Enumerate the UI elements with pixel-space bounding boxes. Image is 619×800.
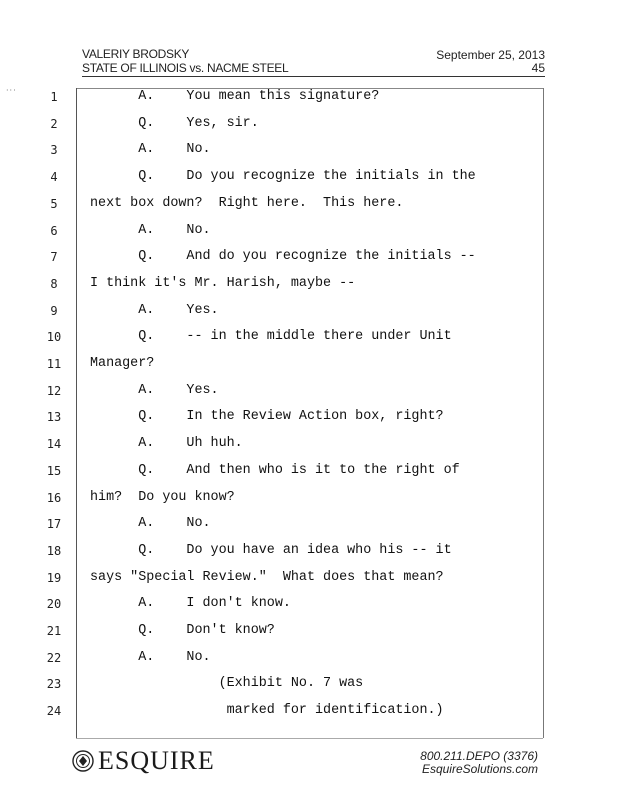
line-number: 14: [46, 437, 62, 452]
transcript-line: A. You mean this signature?: [90, 89, 380, 104]
transcript-line: A. Yes.: [90, 382, 219, 398]
transcript-line: Q. Yes, sir.: [90, 115, 259, 131]
line-number: 12: [46, 383, 62, 398]
header-divider: [82, 76, 545, 77]
case-title: STATE OF ILLINOIS vs. NACME STEEL: [82, 61, 289, 75]
line-number: 10: [46, 330, 62, 345]
line-number: 2: [50, 116, 58, 131]
line-number: 5: [50, 196, 58, 211]
transcript-line: A. I don't know.: [90, 596, 291, 612]
line-number: 13: [46, 410, 62, 425]
logo-text: ESQUIRE: [98, 746, 215, 775]
transcript-line: Q. Don't know?: [90, 623, 275, 638]
transcript-line: A. No.: [90, 649, 211, 665]
transcript-line: A. Yes.: [90, 302, 219, 318]
line-number: 6: [50, 223, 58, 238]
transcript-line: A. No.: [90, 222, 211, 238]
line-number: 3: [50, 143, 58, 158]
line-number: 15: [46, 463, 62, 478]
transcript-line: Q. And do you recognize the initials --: [90, 249, 476, 265]
esquire-logo: [72, 744, 215, 778]
header-left: [82, 47, 288, 75]
transcript-line: A. No.: [90, 142, 211, 158]
line-number: 1: [50, 90, 58, 104]
transcript-line: Q. Do you recognize the initials in the: [90, 169, 476, 185]
line-number: 17: [46, 517, 62, 532]
transcript-line: A. No.: [90, 516, 211, 532]
line-number: 16: [46, 490, 62, 505]
transcript-line: A. Uh huh.: [90, 436, 243, 452]
transcript-line: next box down? Right here. This here.: [90, 195, 404, 211]
transcript-bottom-border: [76, 738, 543, 739]
scan-mark: ···: [6, 86, 17, 95]
line-number: 20: [46, 597, 62, 612]
transcript-line: him? Do you know?: [90, 489, 235, 505]
line-number: 4: [50, 170, 58, 185]
line-number: 18: [46, 543, 62, 558]
transcript-line: Manager?: [90, 356, 155, 371]
transcript-line: I think it's Mr. Harish, maybe --: [90, 275, 356, 291]
line-number: 21: [46, 624, 62, 638]
esquire-emblem-icon: [72, 750, 94, 772]
transcript-line: says "Special Review." What does that mean?: [90, 569, 444, 585]
line-number: 19: [46, 570, 62, 585]
transcript-line: (Exhibit No. 7 was: [90, 676, 364, 692]
right-margin-rule: [543, 88, 544, 738]
transcript-line: Q. Do you have an idea who his -- it: [90, 542, 452, 558]
header-right: [436, 49, 545, 75]
witness-name: VALERIY BRODSKY: [82, 47, 190, 61]
transcript-line: Q. In the Review Action box, right?: [90, 409, 444, 425]
line-number: 9: [50, 303, 58, 318]
line-number: 11: [46, 357, 62, 371]
footer-phone: 800.211.DEPO (3376): [420, 749, 538, 763]
transcript-line: Q. And then who is it to the right of: [90, 462, 460, 478]
transcript-line: Q. -- in the middle there under Unit: [90, 329, 452, 345]
left-margin-rule: [76, 88, 77, 738]
line-number: 24: [46, 704, 62, 719]
line-number: 23: [46, 677, 62, 692]
line-number: 7: [50, 250, 58, 265]
footer-contact: [420, 750, 538, 776]
transcript-line: marked for identification.): [90, 703, 444, 719]
footer-website: EsquireSolutions.com: [421, 762, 538, 776]
line-number: 22: [46, 650, 62, 665]
page-number: 45: [531, 61, 545, 75]
deposition-date: September 25, 2013: [436, 48, 545, 62]
line-number: 8: [50, 276, 58, 291]
